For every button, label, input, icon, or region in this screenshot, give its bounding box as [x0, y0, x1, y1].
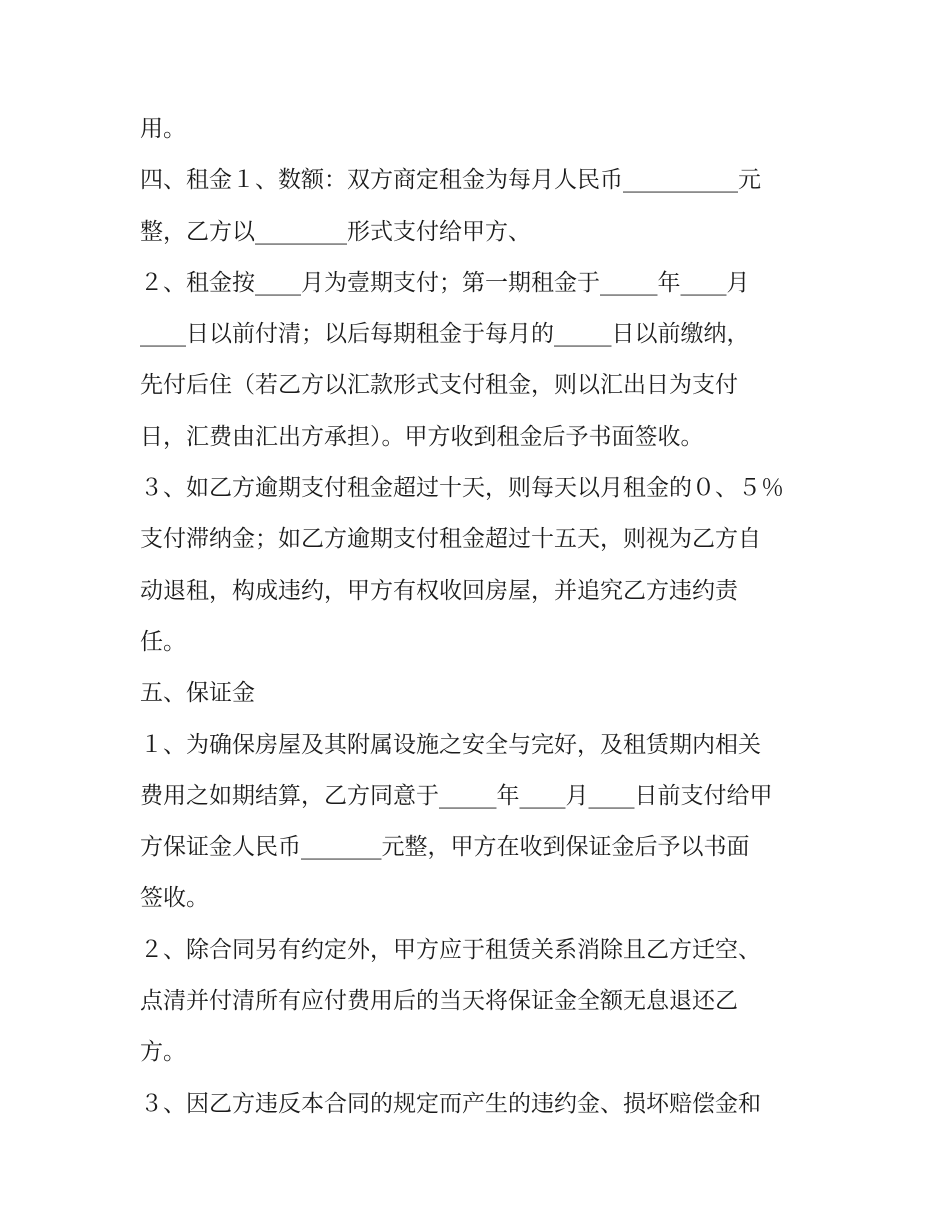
text-line: 四、租金１、数额：双方商定租金为每月人民币__________元	[140, 167, 761, 194]
text-line: 签收。	[140, 885, 209, 912]
text-line: 任。	[140, 628, 186, 655]
text-line: ２、租金按____月为壹期支付；第一期租金于_____年____月	[140, 269, 750, 296]
text-line: ____日以前付清；以后每期租金于每月的_____日以前缴纳，	[140, 321, 750, 348]
text-line: 动退租，构成违约，甲方有权收回房屋，并追究乙方违约责	[140, 577, 738, 604]
text-line: 点清并付清所有应付费用后的当天将保证金全额无息退还乙	[140, 988, 738, 1015]
text-line: 支付滞纳金；如乙方逾期支付租金超过十五天，则视为乙方自	[140, 526, 761, 553]
text-line: ３、如乙方逾期支付租金超过十天，则每天以月租金的０、５％	[140, 475, 784, 502]
text-line: 费用之如期结算，乙方同意于_____年____月____日前支付给甲	[140, 782, 773, 809]
text-line: ３、因乙方违反本合同的规定而产生的违约金、损坏赔偿金和	[140, 1090, 761, 1117]
text-line: 日，汇费由汇出方承担）。甲方收到租金后予书面签收。	[140, 423, 704, 450]
text-line: 整，乙方以________形式支付给甲方、	[140, 218, 531, 245]
text-line: 先付后住（若乙方以汇款形式支付租金，则以汇出日为支付	[140, 372, 738, 399]
contract-text	[140, 104, 830, 1130]
text-line: ２、除合同另有约定外，甲方应于租赁关系消除且乙方迁空、	[140, 936, 761, 963]
text-line: 方。	[140, 1039, 186, 1066]
text-line: 用。	[140, 116, 186, 142]
text-line: 方保证金人民币_______元整，甲方在收到保证金后予以书面	[140, 834, 750, 861]
text-line: 五、保证金	[140, 680, 255, 707]
text-line: １、为确保房屋及其附属设施之安全与完好，及租赁期内相关	[140, 731, 761, 758]
